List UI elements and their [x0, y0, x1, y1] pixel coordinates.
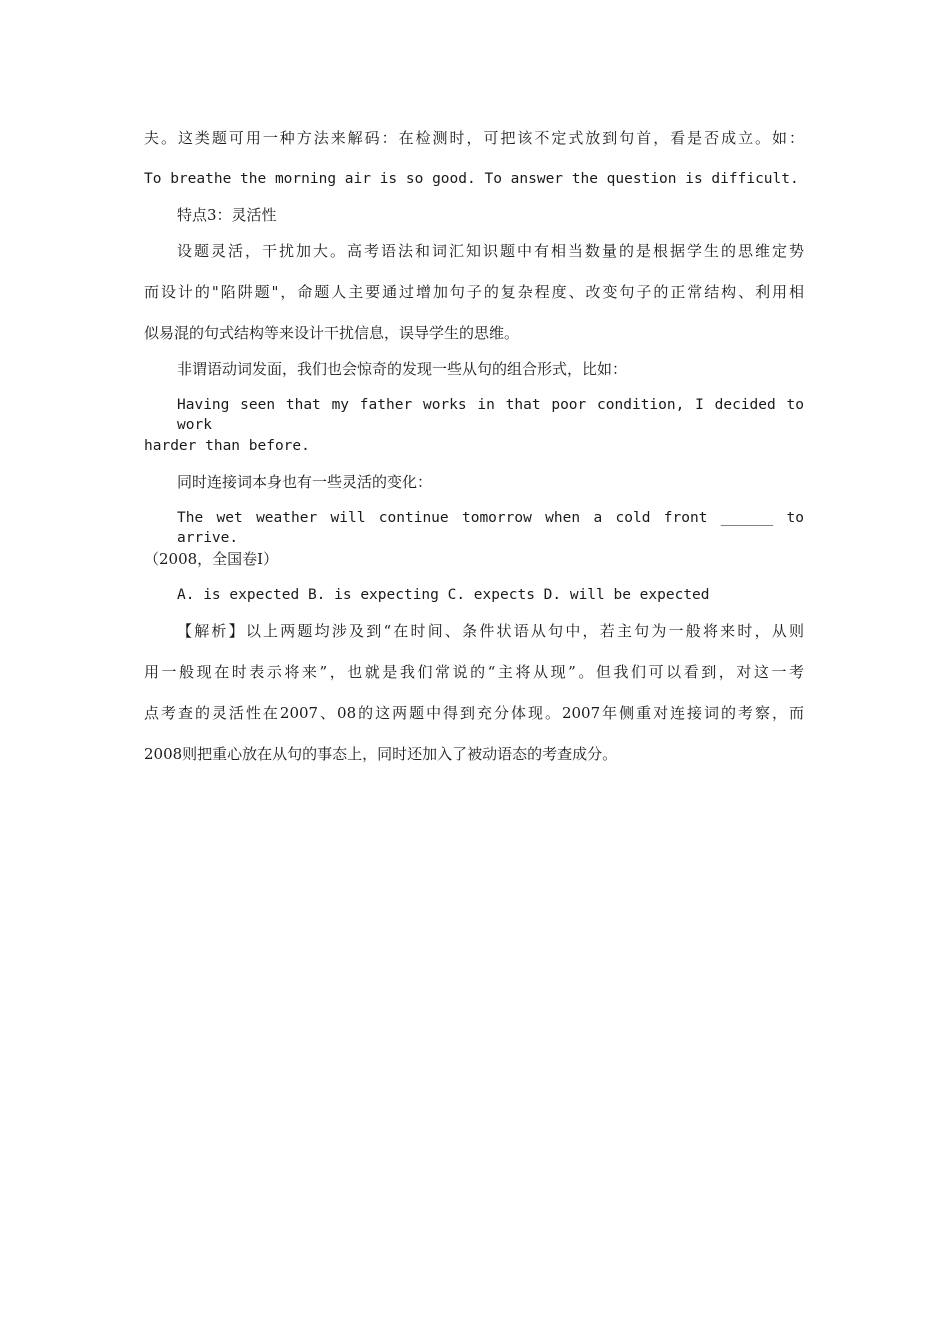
paragraph-line: 设题灵活，干扰加大。高考语法和词汇知识题中有相当数量的是根据学生的思维定势	[177, 242, 804, 260]
exam-source: （2008，全国卷Ⅰ）	[144, 550, 279, 568]
paragraph-line: 夫。这类题可用一种方法来解码：在检测时，可把该不定式放到句首，看是否成立。如：	[144, 129, 804, 147]
example-sentence: Having seen that my father works in that poor condition, I decided to work	[177, 397, 804, 433]
example-sentence: harder than before.	[144, 438, 310, 454]
analysis-line: 【解析】以上两题均涉及到“在时间、条件状语从句中，若主句为一般将来时，从则	[177, 622, 804, 640]
paragraph-line: 似易混的句式结构等来设计干扰信息，误导学生的思维。	[144, 324, 520, 342]
paragraph-line: 同时连接词本身也有一些灵活的变化：	[177, 473, 433, 491]
section-heading: 特点3：灵活性	[177, 206, 277, 224]
example-sentence: To breathe the morning air is so good. To answer the question is difficult.	[144, 171, 799, 187]
analysis-line: 2008则把重心放在从句的事态上，同时还加入了被动语态的考查成分。	[144, 745, 618, 763]
analysis-line: 用一般现在时表示将来”，也就是我们常说的“主将从现”。但我们可以看到，对这一考	[144, 663, 804, 681]
exam-question: The wet weather will continue tomorrow when a cold front ______ to arrive.	[177, 510, 804, 546]
answer-options: A. is expected B. is expecting C. expects D. will be expected	[177, 587, 710, 603]
paragraph-line: 而设计的"陷阱题"，命题人主要通过增加句子的复杂程度、改变句子的正常结构、利用相	[144, 283, 804, 301]
paragraph-line: 非谓语动词发面，我们也会惊奇的发现一些从句的组合形式，比如：	[177, 360, 628, 378]
analysis-line: 点考查的灵活性在2007、08的这两题中得到充分体现。2007年侧重对连接词的考察，而	[144, 704, 804, 722]
